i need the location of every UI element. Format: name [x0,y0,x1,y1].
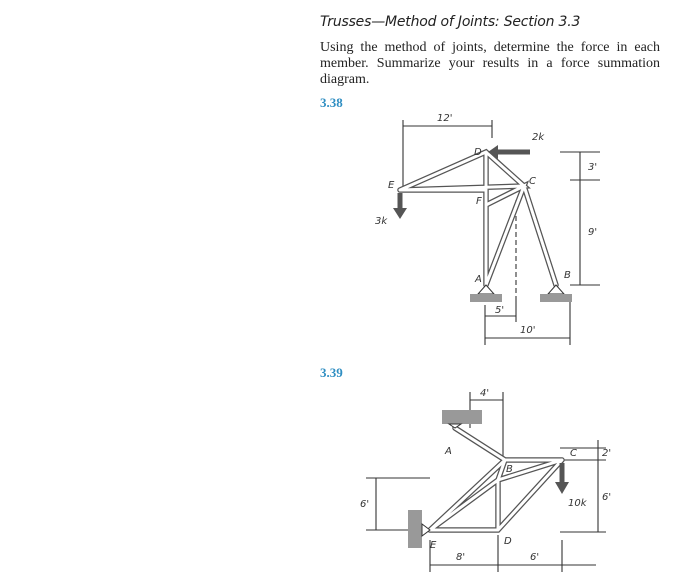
joint-d-3-39: D [504,536,512,547]
dimension-lines-3-39 [366,392,606,572]
load-vertical-label: 3k [375,216,388,227]
load-horizontal-label: 2k [532,132,545,143]
dim-upper-height: 3' [588,162,598,173]
section-title: Trusses—Method of Joints: Section 3.3 [320,14,581,30]
joint-e-3-38: E [388,180,395,191]
dim-base-span: 10' [520,325,536,336]
joint-d-3-38: D [474,147,482,158]
dim-right-lower: 6' [602,492,612,503]
dim-bottom-left: 8' [456,552,466,563]
dim-a-offset: 5' [495,305,505,316]
load-10k-label: 10k [568,498,587,509]
members-3-39 [430,428,562,530]
joint-a-3-38: A [475,274,482,285]
instructions: Using the method of joints, determine the force in each member. Summarize your results in a force summation diagram. [320,40,660,87]
dim-top-width: 4' [480,388,490,399]
dim-right-top: 2' [602,448,612,459]
joint-e-3-39: E [430,540,437,551]
joint-b-3-38: B [564,270,571,281]
joint-a-3-39: A [445,446,452,457]
joint-c-3-38: C [529,176,536,187]
support-left-3-39 [408,510,430,548]
problem-number-3-39: 3.39 [320,365,343,380]
dim-bottom-right: 6' [530,552,540,563]
joint-c-3-39: C [570,448,577,459]
dim-left-height: 6' [360,499,370,510]
support-top-3-39 [442,410,482,428]
joint-b-3-39: B [506,464,513,475]
dim-top-span: 12' [437,113,453,124]
joint-f-3-38: F [476,196,482,207]
problem-number-3-38: 3.38 [320,95,343,110]
dim-lower-height: 9' [588,227,598,238]
